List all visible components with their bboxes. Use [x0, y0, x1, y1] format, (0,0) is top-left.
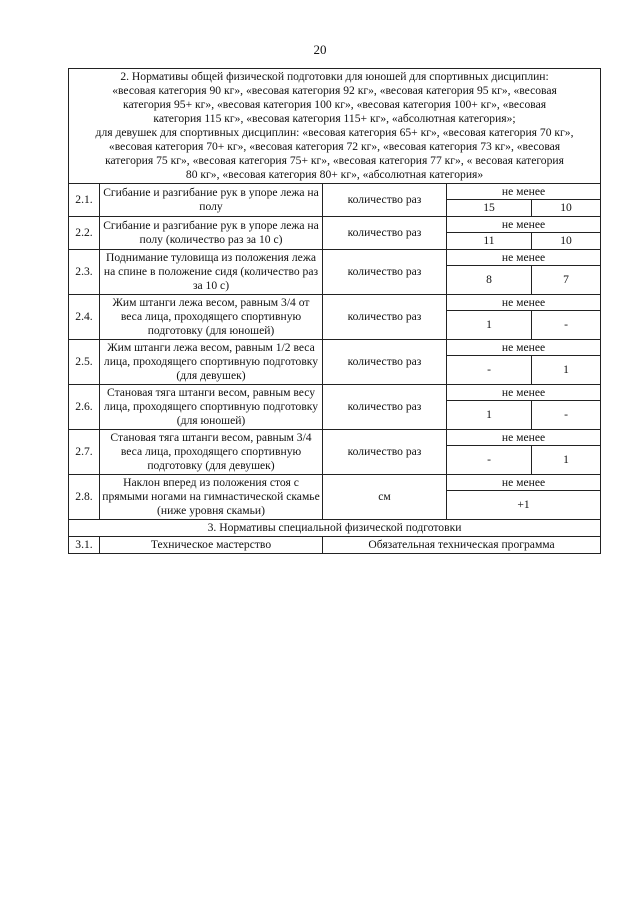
section-2-header-line: категория 95+ кг», «весовая категория 100 кг», «весовая категория 100+ кг», «весовая	[122, 98, 547, 111]
boys-value: 1	[447, 401, 532, 430]
girls-value: 1	[532, 356, 601, 385]
section-2-header-line: категория 115 кг», «весовая категория 115+ кг», «абсолютная категория»;	[153, 112, 516, 125]
requirement-value: Обязательная техническая программа	[323, 537, 601, 554]
exercise-name: Сгибание и разгибание рук в упоре лежа на полу	[100, 184, 323, 217]
girls-value: -	[532, 401, 601, 430]
section-2-header-line: «весовая категория 90 кг», «весовая категория 92 кг», «весовая категория 95 кг», «весовая	[112, 84, 557, 97]
table-row	[69, 295, 601, 311]
section-3-title: 3. Нормативы специальной физической подготовки	[69, 520, 601, 537]
combined-value: +1	[447, 491, 601, 520]
row-number: 2.4.	[69, 295, 100, 340]
boys-value: 11	[447, 233, 532, 250]
boys-value: -	[447, 446, 532, 475]
section-2-header-line: для девушек для спортивных дисциплин: «весовая категория 65+ кг», «весовая категория 70 кг»,	[95, 126, 574, 139]
section-2-header-line: 2. Нормативы общей физической подготовки для юношей для спортивных дисциплин:	[120, 70, 549, 83]
unit-cell: количество раз	[323, 250, 447, 295]
table-row	[69, 340, 601, 356]
row-number: 3.1.	[69, 537, 100, 554]
boys-value: -	[447, 356, 532, 385]
exercise-name: Жим штанги лежа весом, равным 1/2 веса лица, проходящего спортивную подготовку (для девушек)	[100, 340, 323, 385]
row-number: 2.8.	[69, 475, 100, 520]
section-3-header-row	[69, 520, 601, 537]
boys-value: 8	[447, 266, 532, 295]
section-2-header-line: «весовая категория 70+ кг», «весовая категория 72 кг», «весовая категория 73 кг», «весовая	[108, 140, 561, 153]
exercise-name: Становая тяга штанги весом, равным 3/4 веса лица, проходящего спортивную подготовку (для девушек)	[100, 430, 323, 475]
unit-cell: количество раз	[323, 217, 447, 250]
section-2-header	[69, 69, 601, 184]
table-row	[69, 217, 601, 233]
section-2-header-line: 80 кг», «весовая категория 80+ кг», «абсолютная категория»	[185, 168, 484, 181]
unit-cell: количество раз	[323, 385, 447, 430]
norms-table	[68, 68, 601, 554]
boys-value: 1	[447, 311, 532, 340]
min-label: не менее	[447, 385, 601, 401]
row-number: 2.1.	[69, 184, 100, 217]
table-row	[69, 250, 601, 266]
table-row	[69, 385, 601, 401]
table-row	[69, 430, 601, 446]
row-number: 2.6.	[69, 385, 100, 430]
row-number: 2.2.	[69, 217, 100, 250]
section-2-header-line: категория 75 кг», «весовая категория 75+ кг», «весовая категория 77 кг», « весовая категория	[105, 154, 564, 167]
min-label: не менее	[447, 217, 601, 233]
min-label: не менее	[447, 295, 601, 311]
page-number: 20	[313, 42, 327, 57]
girls-value: 10	[532, 233, 601, 250]
exercise-name: Поднимание туловища из положения лежа на спине в положение сидя (количество раз за 10 с)	[100, 250, 323, 295]
unit-cell: количество раз	[323, 184, 447, 217]
unit-cell: количество раз	[323, 340, 447, 385]
exercise-name: Жим штанги лежа весом, равным 3/4 от веса лица, проходящего спортивную подготовку (для юношей)	[100, 295, 323, 340]
girls-value: 10	[532, 200, 601, 217]
exercise-name: Техническое мастерство	[100, 537, 323, 554]
min-label: не менее	[447, 475, 601, 491]
table-row	[69, 537, 601, 554]
unit-cell: количество раз	[323, 430, 447, 475]
unit-cell: количество раз	[323, 295, 447, 340]
table-row	[69, 184, 601, 200]
exercise-name: Сгибание и разгибание рук в упоре лежа на полу (количество раз за 10 с)	[100, 217, 323, 250]
girls-value: -	[532, 311, 601, 340]
exercise-name: Становая тяга штанги весом, равным весу лица, проходящего спортивную подготовку (для юношей)	[100, 385, 323, 430]
girls-value: 7	[532, 266, 601, 295]
table-row	[69, 475, 601, 491]
min-label: не менее	[447, 340, 601, 356]
girls-value: 1	[532, 446, 601, 475]
exercise-name: Наклон вперед из положения стоя с прямыми ногами на гимнастической скамье (ниже уровня скамьи)	[100, 475, 323, 520]
row-number: 2.3.	[69, 250, 100, 295]
boys-value: 15	[447, 200, 532, 217]
section-2-header-row	[69, 69, 601, 184]
min-label: не менее	[447, 184, 601, 200]
row-number: 2.5.	[69, 340, 100, 385]
row-number: 2.7.	[69, 430, 100, 475]
min-label: не менее	[447, 250, 601, 266]
unit-cell: см	[323, 475, 447, 520]
min-label: не менее	[447, 430, 601, 446]
